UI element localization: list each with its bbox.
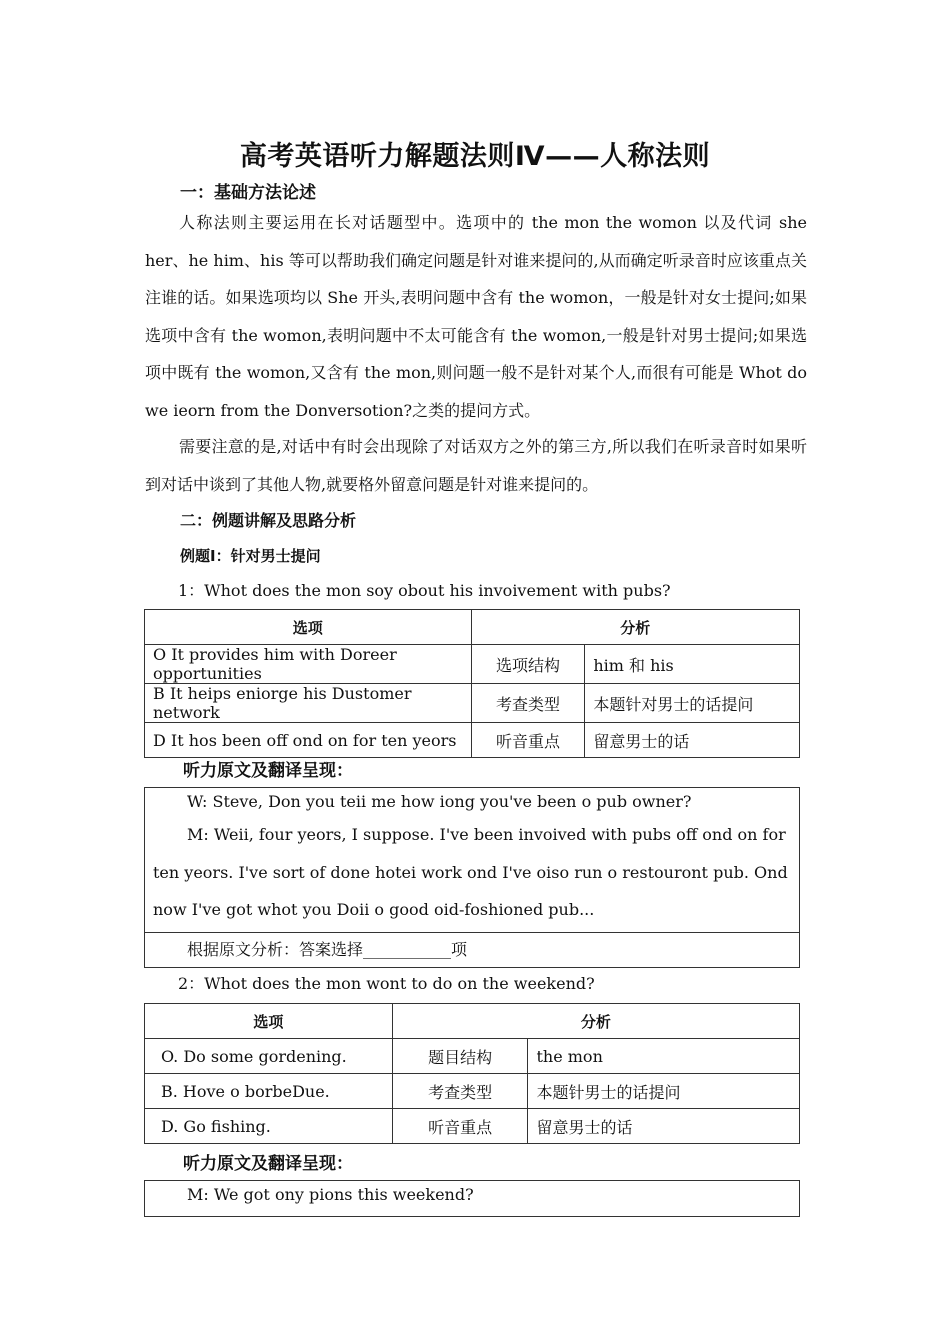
table-row — [145, 1074, 800, 1109]
analysis-label: 题目结构 — [392, 1039, 528, 1074]
table-row — [145, 723, 800, 758]
transcript-line-m: M: We got ony pions this weekend? — [187, 1185, 474, 1204]
question-1: 1：Whot does the mon soy obout his invoivement with pubs? — [178, 581, 671, 600]
analysis-value: 本题针对男士的话提问 — [585, 684, 800, 723]
question-2: 2：Whot does the mon wont to do on the weekend? — [178, 974, 595, 993]
question-2-table — [144, 1003, 800, 1144]
section2-heading: 二：例题讲解及思路分析 — [180, 511, 357, 530]
transcript-line-m: M: Weii, four yeors, I suppose. I've been invoived with pubs off ond on for ten yeors. I've sort of done hotei work ond I've oiso run o restouront pub. Ond now I've got whot you Doii o good oid-foshioned pub... — [153, 825, 788, 919]
option-cell: D. Go fishing. — [145, 1109, 393, 1144]
table-row — [145, 1109, 800, 1144]
table-row — [145, 1039, 800, 1074]
analysis-label: 听音重点 — [471, 723, 585, 758]
options-header: 选项 — [145, 610, 472, 645]
section1-heading: 一：基础方法论述 — [180, 183, 316, 203]
option-cell: B It heips eniorge his Dustomer network — [145, 684, 472, 723]
option-cell: D It hos been off ond on for ten yeors — [145, 723, 472, 758]
analysis-value: the mon — [528, 1039, 800, 1074]
analysis-value: 留意男士的话 — [528, 1109, 800, 1144]
option-cell: O It provides him with Doreer opportunities — [145, 645, 472, 684]
analysis-value: 留意男士的话 — [585, 723, 800, 758]
section1-paragraph-1: 人称法则主要运用在长对话题型中。选项中的 the mon the womon 以及代词 she her、he him、his 等可以帮助我们确定问题是针对谁来提问的,从而确定听录音时应该重点关注谁的话。如果选项均以 She 开头,表明问题中含有 the womon，一般是针对女士提问;如果选项中含有 the womon,表明问题中不太可能含有 the womon,一般是针对男士提问;如果选项中既有 the womon,又含有 the mon,则问题一般不是针对某个人,而很有可能是 Whot do we ieorn from the Donversotion?之类的提问方式。 — [145, 213, 807, 420]
analysis-value: 本题针男士的话提问 — [528, 1074, 800, 1109]
analysis-label: 听音重点 — [392, 1109, 528, 1144]
table-header-row — [145, 610, 800, 645]
transcript-box-2 — [144, 1180, 800, 1217]
options-header: 选项 — [145, 1004, 393, 1039]
option-cell: B. Hove o borbeDue. — [145, 1074, 393, 1109]
analysis-label: 选项结构 — [471, 645, 585, 684]
question-1-table — [144, 609, 800, 758]
table-row — [145, 684, 800, 723]
analysis-value: him 和 his — [585, 645, 800, 684]
table-row — [145, 645, 800, 684]
section1-paragraph-2: 需要注意的是,对话中有时会出现除了对话双方之外的第三方,所以我们在听录音时如果听到对话中谈到了其他人物,就要格外留意问题是针对谁来提问的。 — [145, 437, 807, 494]
page-title: 高考英语听力解题法则Ⅳ——人称法则 — [239, 141, 711, 172]
option-cell: O. Do some gordening. — [145, 1039, 393, 1074]
table-header-row — [145, 1004, 800, 1039]
analysis-label: 考查类型 — [471, 684, 585, 723]
listening-heading-2: 听力原文及翻译呈现： — [183, 1154, 353, 1174]
example-heading: 例题Ⅰ：针对男士提问 — [180, 547, 321, 565]
analysis-header: 分析 — [471, 610, 799, 645]
analysis-label: 考查类型 — [392, 1074, 528, 1109]
transcript-box-1 — [144, 787, 800, 968]
answer-line: 根据原文分析：答案选择___________项 — [187, 940, 468, 959]
listening-heading-1: 听力原文及翻译呈现： — [183, 761, 353, 781]
analysis-header: 分析 — [392, 1004, 799, 1039]
transcript-line-w: W: Steve, Don you teii me how iong you've been o pub owner? — [187, 792, 692, 811]
